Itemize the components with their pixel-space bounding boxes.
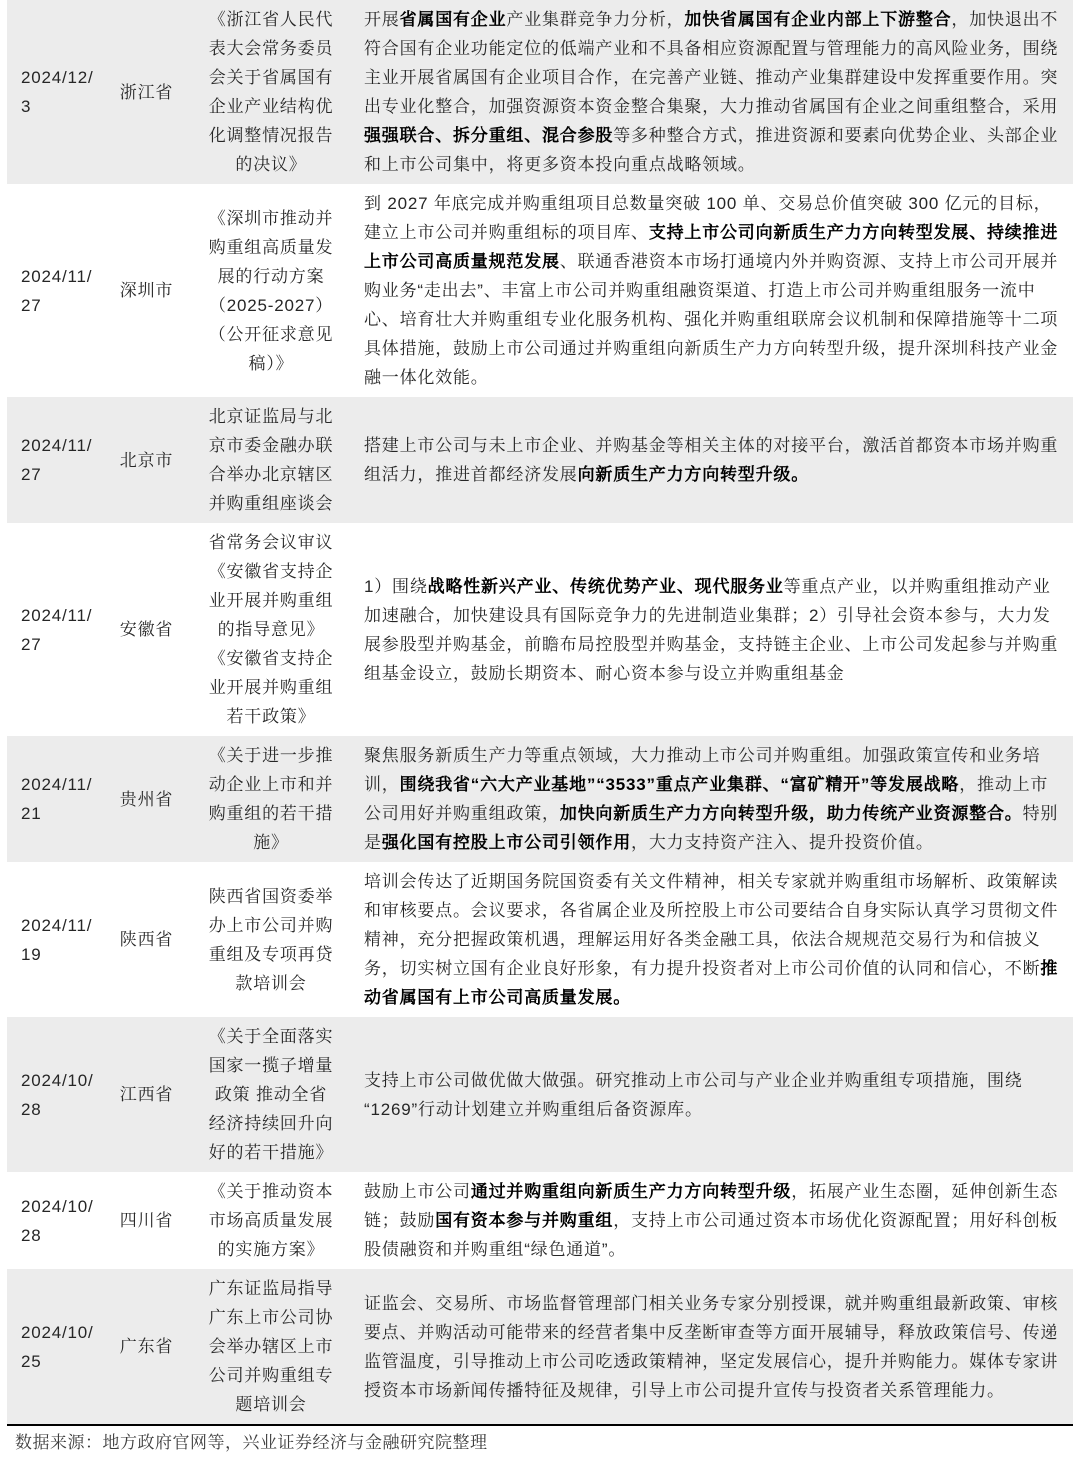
summary-segment: 、联通香港资本市场打通境内外并购资源、支持上市公司开展并购业务“走出去”、丰富上市公司并购重组融资渠道、打造上市公司并购重组服务一流中心、培育壮大并购重组专业化服务机构、强化并购重组联席会议机制和保障措施等十二项具体措施，鼓励上市公司通过并购重组向新质生产力方向转型升级，提升深圳科技产业金融一体化效能。 — [364, 252, 1059, 387]
region-cell: 江西省 — [107, 1017, 186, 1172]
document-title-cell: 《深圳市推动并购重组高质量发展的行动方案（2025-2027）（公开征求意见稿）》 — [186, 184, 356, 397]
document-title-cell: 《关于推动资本市场高质量发展的实施方案》 — [186, 1172, 356, 1269]
region-cell: 陕西省 — [107, 862, 186, 1017]
summary-segment: ，推动上市公司用好并购重组政策， — [364, 775, 1049, 823]
summary-bold-segment: 战略性新兴产业、传统优势产业、现代服务业 — [427, 576, 784, 596]
summary-segment: 特别是 — [364, 804, 1059, 852]
table-row — [7, 1172, 1073, 1269]
summary-bold-segment: 加快省属国有企业内部上下游整合 — [684, 10, 952, 29]
table-row — [7, 0, 1073, 184]
table-row — [7, 1269, 1073, 1425]
summary-segment: 产业集群竞争力分析， — [506, 10, 685, 29]
summary-segment: 1）围绕 — [364, 576, 428, 596]
date-cell: 2024/11/19 — [7, 862, 107, 1017]
document-title-cell: 陕西省国资委举办上市公司并购重组及专项再贷款培训会 — [186, 862, 356, 1017]
summary-segment: 培训会传达了近期国务院国资委有关文件精神，相关专家就并购重组市场解析、政策解读和审核要点。会议要求，各省属企业及所控股上市公司要结合自身实际认真学习贯彻文件精神，充分把握政策机遇，理解运用好各类金融工具，依法合规规范交易行为和信披义务，切实树立国有企业良好形象，有力提升投资者对上市公司价值的认同和信心，不断 — [364, 872, 1059, 978]
summary-cell — [356, 0, 1073, 184]
summary-cell — [356, 1017, 1073, 1172]
summary-segment: 鼓励上市公司 — [364, 1182, 471, 1201]
summary-bold-segment: 向新质生产力方向转型升级。 — [577, 465, 810, 484]
table-row — [7, 862, 1073, 1017]
summary-bold-segment: 强化国有控股上市公司引领作用 — [381, 833, 632, 852]
summary-bold-segment: 加快向新质生产力方向转型升级，助力传统产业资源整合。 — [559, 804, 1023, 823]
summary-cell — [356, 862, 1073, 1017]
summary-segment: ，加快退出不符合国有企业功能定位的低端产业和不具备相应资源配置与管理能力的高风险业务，围绕主业开展省属国有企业项目合作，在完善产业链、推动产业集群建设中发挥重要作用。突出专业化整合，加强资源资本资金整合集聚，大力推动省属国有企业之间重组整合，采用 — [364, 10, 1059, 116]
summary-bold-segment: 强强联合、拆分重组、混合参股 — [364, 126, 614, 145]
date-cell: 2024/10/25 — [7, 1269, 107, 1425]
document-title-cell: 《浙江省人民代表大会常务委员会关于省属国有企业产业结构优化调整情况报告的决议》 — [186, 0, 356, 184]
table-row — [7, 1017, 1073, 1172]
summary-bold-segment: 推动省属国有上市公司高质量发展。 — [364, 959, 1059, 1007]
summary-bold-segment: 省属国有企业 — [399, 10, 507, 29]
summary-segment: 证监会、交易所、市场监督管理部门相关业务专家分别授课，就并购重组最新政策、审核要点、并购活动可能带来的经营者集中反垄断审查等方面开展辅导，释放政策信号、传递监管温度，引导推动上市公司吃透政策精神，坚定发展信心，提升并购能力。媒体专家讲授资本市场新闻传播特征及规律，引导上市公司提升宣传与投资者关系管理能力。 — [364, 1293, 1059, 1400]
summary-segment: ，支持上市公司通过资本市场优化资源配置；用好科创板股债融资和并购重组“绿色通道”。 — [364, 1211, 1059, 1259]
summary-segment: 开展 — [364, 10, 400, 29]
document-title-cell: 《关于进一步推动企业上市和并购重组的若干措施》 — [186, 736, 356, 862]
region-cell: 四川省 — [107, 1172, 186, 1269]
date-cell: 2024/12/3 — [7, 0, 107, 184]
summary-segment: ，拓展产业生态圈，延伸创新生态链；鼓励 — [364, 1182, 1059, 1230]
summary-segment: 到 2027 年底完成并购重组项目总数量突破 100 单、交易总价值突破 300 亿元的目标，建立上市公司并购重组标的项目库、 — [364, 194, 1052, 242]
date-cell: 2024/11/27 — [7, 184, 107, 397]
summary-segment: 聚焦服务新质生产力等重点领域，大力推动上市公司并购重组。加强政策宣传和业务培训， — [364, 746, 1041, 794]
region-cell: 北京市 — [107, 397, 186, 523]
source-note: 数据来源：地方政府官网等，兴业证券经济与金融研究院整理 — [15, 1433, 488, 1452]
table-row — [7, 397, 1073, 523]
summary-segment: 等重点产业，以并购重组推动产业加速融合，加快建设具有国际竞争力的先进制造业集群；2）引导社会资本参与，大力发展参股型并购基金，前瞻布局控股型并购基金，支持链主企业、上市公司发起参与并购重组基金设立，鼓励长期资本、耐心资本参与设立并购重组基金 — [364, 576, 1059, 683]
region-cell: 浙江省 — [107, 0, 186, 184]
date-cell: 2024/10/28 — [7, 1172, 107, 1269]
summary-bold-segment: 国有资本参与并购重组 — [435, 1211, 614, 1230]
document-title-cell: 北京证监局与北京市委金融办联合举办北京辖区并购重组座谈会 — [186, 397, 356, 523]
date-cell: 2024/11/27 — [7, 523, 107, 736]
policy-table-body — [7, 0, 1073, 1425]
summary-bold-segment: 围绕我省“六大产业基地”“3533”重点产业集群、“富矿精开”等发展战略 — [399, 775, 960, 794]
document-title-cell: 《关于全面落实国家一揽子增量政策 推动全省经济持续回升向好的若干措施》 — [186, 1017, 356, 1172]
summary-cell — [356, 736, 1073, 862]
summary-cell — [356, 523, 1073, 736]
summary-cell — [356, 1269, 1073, 1425]
summary-cell — [356, 184, 1073, 397]
document-title-cell: 广东证监局指导广东上市公司协会举办辖区上市公司并购重组专题培训会 — [186, 1269, 356, 1425]
table-row — [7, 736, 1073, 862]
region-cell: 安徽省 — [107, 523, 186, 736]
region-cell: 贵州省 — [107, 736, 186, 862]
summary-cell — [356, 397, 1073, 523]
summary-cell — [356, 1172, 1073, 1269]
table-row — [7, 184, 1073, 397]
date-cell: 2024/10/28 — [7, 1017, 107, 1172]
date-cell: 2024/11/27 — [7, 397, 107, 523]
policy-table — [7, 0, 1073, 1426]
summary-segment: 等多种整合方式，推进资源和要素向优势企业、头部企业和上市公司集中，将更多资本投向重点战略领域。 — [364, 126, 1059, 174]
date-cell: 2024/11/21 — [7, 736, 107, 862]
summary-bold-segment: 通过并购重组向新质生产力方向转型升级 — [470, 1182, 792, 1201]
region-cell: 深圳市 — [107, 184, 186, 397]
summary-segment: ，大力支持资产注入、提升投资价值。 — [631, 833, 934, 852]
table-row — [7, 523, 1073, 736]
summary-segment: 搭建上市公司与未上市企业、并购基金等相关主体的对接平台，激活首都资本市场并购重组活力，推进首都经济发展 — [364, 436, 1059, 484]
region-cell: 广东省 — [107, 1269, 186, 1425]
summary-segment: 支持上市公司做优做大做强。研究推动上市公司与产业企业并购重组专项措施，围绕“1269”行动计划建立并购重组后备资源库。 — [364, 1070, 1023, 1119]
document-title-cell: 省常务会议审议《安徽省支持企业开展并购重组的指导意见》《安徽省支持企业开展并购重组若干政策》 — [186, 523, 356, 736]
summary-bold-segment: 支持上市公司向新质生产力方向转型发展、持续推进上市公司高质量规范发展 — [364, 223, 1059, 271]
